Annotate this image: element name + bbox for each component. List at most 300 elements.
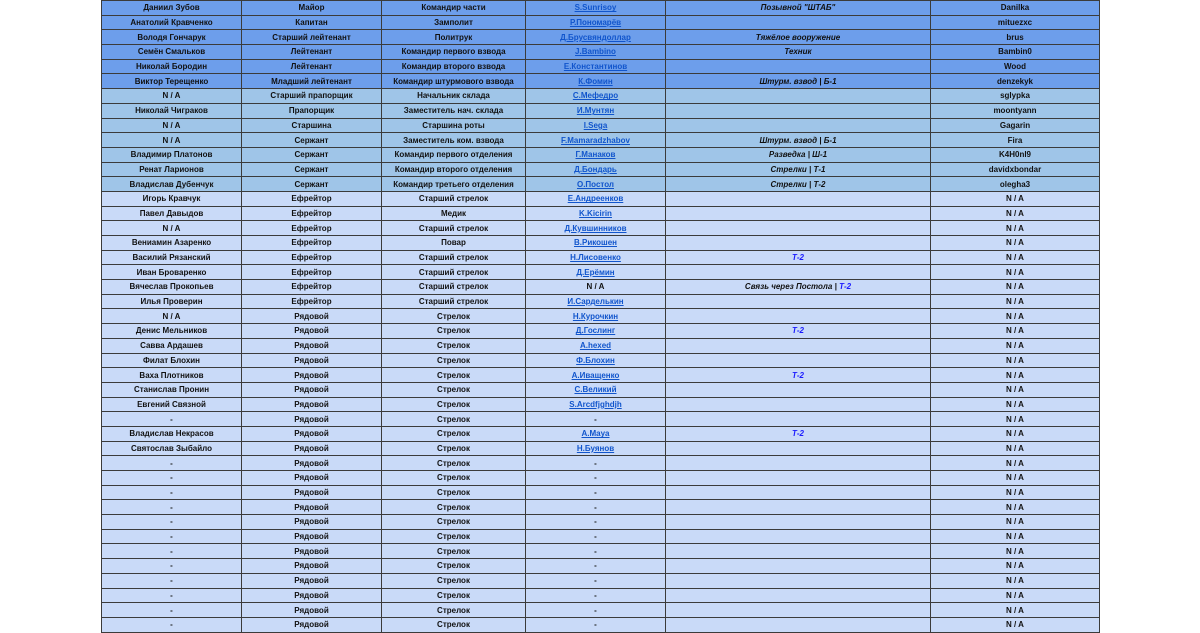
position-cell — [382, 265, 526, 280]
position-cell-text: Стрелок — [437, 488, 470, 498]
nickname-cell — [931, 162, 1100, 177]
rank-cell — [242, 15, 382, 30]
table-row — [102, 515, 1100, 530]
table-row — [102, 89, 1100, 104]
rank-cell — [242, 353, 382, 368]
name-cell — [102, 485, 242, 500]
nickname-cell-text: N / A — [1006, 502, 1024, 512]
nickname-cell — [931, 59, 1100, 74]
table-row — [102, 74, 1100, 89]
nickname-cell — [931, 89, 1100, 104]
nickname-cell-text: N / A — [1006, 238, 1024, 248]
position-cell-text: Старший стрелок — [418, 253, 489, 263]
position-cell — [382, 45, 526, 60]
note-cell — [666, 177, 931, 192]
position-cell-text: Стрелок — [437, 590, 470, 600]
rank-cell — [242, 544, 382, 559]
rank-cell-text: Рядовой — [294, 326, 329, 336]
nickname-cell — [931, 412, 1100, 427]
table-row — [102, 103, 1100, 118]
nickname-cell-text: N / A — [1006, 208, 1024, 218]
position-cell-text: Стрелок — [437, 517, 470, 527]
contact-cell-text[interactable]: Д.Гослинг — [575, 326, 616, 336]
contact-cell-text[interactable]: Ф.Блохин — [576, 355, 615, 365]
rank-cell-text: Рядовой — [294, 443, 329, 453]
squad-tag: Т-2 — [792, 326, 804, 336]
nickname-cell — [931, 588, 1100, 603]
name-cell — [102, 544, 242, 559]
contact-cell-text[interactable]: F.Mamaradzhabov — [561, 135, 630, 145]
rank-cell — [242, 59, 382, 74]
name-cell — [102, 353, 242, 368]
name-cell-text: Иван Броваренко — [136, 267, 207, 277]
rank-cell-text: Рядовой — [294, 576, 329, 586]
contact-cell-text[interactable]: A.hexed — [579, 341, 612, 351]
name-cell — [102, 59, 242, 74]
contact-cell-text[interactable]: О.Постол — [576, 179, 614, 189]
rank-cell-text: Капитан — [295, 18, 328, 28]
nickname-cell — [931, 265, 1100, 280]
name-cell — [102, 529, 242, 544]
table-row — [102, 485, 1100, 500]
position-cell-text: Старший стрелок — [418, 297, 489, 307]
contact-cell-text[interactable]: I.Sega — [583, 120, 608, 130]
rank-cell-text: Сержант — [294, 150, 329, 160]
name-cell-text: N / A — [162, 223, 181, 233]
rank-cell — [242, 162, 382, 177]
contact-cell-text[interactable]: Д.Ерёмин — [576, 267, 615, 277]
nickname-cell-text: N / A — [1006, 605, 1024, 615]
position-cell-text: Старший стрелок — [418, 282, 489, 292]
name-cell — [102, 147, 242, 162]
position-cell-text: Стрелок — [437, 561, 470, 571]
note-cell — [666, 412, 931, 427]
rank-cell — [242, 147, 382, 162]
contact-cell — [526, 309, 666, 324]
contact-cell-text[interactable]: Н.Курочкин — [572, 311, 619, 321]
contact-cell-text[interactable]: И.Мунтян — [576, 106, 615, 116]
contact-cell — [526, 191, 666, 206]
name-cell — [102, 441, 242, 456]
rank-cell — [242, 412, 382, 427]
table-row — [102, 236, 1100, 251]
contact-cell-text[interactable]: K.Kicirin — [579, 208, 612, 218]
note-cell — [666, 162, 931, 177]
nickname-cell — [931, 177, 1100, 192]
position-cell-text: Стрелок — [437, 620, 470, 630]
position-cell — [382, 162, 526, 177]
note-cell — [666, 74, 931, 89]
position-cell-text: Стрелок — [437, 370, 470, 380]
nickname-cell-text: Gagarin — [999, 120, 1031, 130]
name-cell-text: Филат Блохин — [142, 355, 201, 365]
name-cell — [102, 162, 242, 177]
note-cell — [666, 89, 931, 104]
contact-cell-text[interactable]: S.Sunrisoy — [574, 3, 617, 13]
table-row — [102, 30, 1100, 45]
nickname-cell-text: N / A — [1006, 620, 1024, 630]
rank-cell-text: Рядовой — [294, 546, 329, 556]
rank-cell — [242, 89, 382, 104]
contact-cell-text: - — [594, 488, 597, 498]
name-cell-text: - — [170, 488, 173, 498]
name-cell — [102, 426, 242, 441]
nickname-cell — [931, 559, 1100, 574]
contact-cell — [526, 441, 666, 456]
contact-cell-text[interactable]: С.Мефедро — [572, 91, 619, 101]
note-cell — [666, 426, 931, 441]
contact-cell-text[interactable]: Е.Константинов — [563, 62, 628, 72]
note-cell — [666, 236, 931, 251]
name-cell — [102, 30, 242, 45]
nickname-cell-text: davidxbondar — [988, 164, 1042, 174]
name-cell — [102, 89, 242, 104]
name-cell-text: - — [170, 532, 173, 542]
name-cell — [102, 515, 242, 530]
position-cell — [382, 412, 526, 427]
name-cell-text: Владислав Некрасов — [129, 429, 214, 439]
position-cell-text: Стрелок — [437, 355, 470, 365]
rank-cell — [242, 280, 382, 295]
note-cell — [666, 133, 931, 148]
contact-cell-text: - — [594, 532, 597, 542]
table-row — [102, 15, 1100, 30]
position-cell-text: Стрелок — [437, 326, 470, 336]
nickname-cell-text: N / A — [1006, 267, 1024, 277]
rank-cell — [242, 573, 382, 588]
position-cell-text: Стрелок — [437, 546, 470, 556]
position-cell — [382, 368, 526, 383]
note-cell — [666, 265, 931, 280]
nickname-cell-text: N / A — [1006, 297, 1024, 307]
name-cell-text: Николай Бородин — [135, 62, 208, 72]
position-cell-text: Командир первого отделения — [394, 150, 513, 160]
table-row — [102, 206, 1100, 221]
contact-cell-text[interactable]: Н.Лисовенко — [570, 253, 621, 263]
rank-cell — [242, 471, 382, 486]
contact-cell-text[interactable]: Д.Брусвяндоллар — [560, 32, 631, 42]
name-cell-text: - — [170, 502, 173, 512]
rank-cell — [242, 500, 382, 515]
nickname-cell-text: N / A — [1006, 341, 1024, 351]
position-cell-text: Стрелок — [437, 414, 470, 424]
note-cell — [666, 559, 931, 574]
contact-cell — [526, 368, 666, 383]
table-row — [102, 456, 1100, 471]
rank-cell — [242, 133, 382, 148]
nickname-cell-text: N / A — [1006, 443, 1024, 453]
contact-cell — [526, 382, 666, 397]
contact-cell-text[interactable]: Н.Буянов — [576, 443, 615, 453]
name-cell-text: - — [170, 414, 173, 424]
nickname-cell — [931, 426, 1100, 441]
rank-cell-text: Рядовой — [294, 488, 329, 498]
contact-cell-text: - — [594, 576, 597, 586]
name-cell — [102, 221, 242, 236]
nickname-cell-text: N / A — [1006, 282, 1024, 292]
position-cell-text: Командир третьего отделения — [393, 179, 514, 189]
rank-cell-text: Рядовой — [294, 517, 329, 527]
rank-cell-text: Ефрейтор — [291, 238, 332, 248]
name-cell-text: Святослав Зыбайло — [131, 443, 212, 453]
table-row — [102, 471, 1100, 486]
name-cell-text: Илья Проверин — [140, 297, 203, 307]
name-cell-text: Станислав Пронин — [133, 385, 210, 395]
name-cell-text: Савва Ардашев — [140, 341, 203, 351]
position-cell — [382, 603, 526, 618]
nickname-cell — [931, 118, 1100, 133]
position-cell — [382, 280, 526, 295]
name-cell — [102, 368, 242, 383]
name-cell-text: Евгений Связной — [137, 399, 206, 409]
rank-cell — [242, 426, 382, 441]
position-cell — [382, 559, 526, 574]
note-text: Тяжёлое вооружение — [755, 32, 841, 42]
name-cell — [102, 191, 242, 206]
contact-cell — [526, 294, 666, 309]
nickname-cell-text: N / A — [1006, 194, 1024, 204]
position-cell-text: Заместитель ком. взвода — [403, 135, 504, 145]
nickname-cell-text: Wood — [1003, 62, 1027, 72]
rank-cell-text: Лейтенант — [290, 62, 333, 72]
nickname-cell-text: N / A — [1006, 399, 1024, 409]
nickname-cell — [931, 500, 1100, 515]
contact-cell — [526, 206, 666, 221]
contact-cell — [526, 147, 666, 162]
position-cell-text: Стрелок — [437, 311, 470, 321]
position-cell — [382, 544, 526, 559]
rank-cell-text: Сержант — [294, 179, 329, 189]
contact-cell-text[interactable]: А.Иващенко — [571, 370, 620, 380]
contact-cell — [526, 397, 666, 412]
contact-cell-text: - — [594, 561, 597, 571]
contact-cell-text[interactable]: Д.Кувшинников — [564, 223, 627, 233]
position-cell — [382, 15, 526, 30]
position-cell-text: Замполит — [434, 18, 473, 28]
name-cell-text: - — [170, 473, 173, 483]
contact-cell — [526, 177, 666, 192]
name-cell — [102, 324, 242, 339]
nickname-cell — [931, 294, 1100, 309]
note-cell — [666, 221, 931, 236]
contact-cell-text[interactable]: В.Рикошен — [574, 238, 617, 248]
table-row — [102, 147, 1100, 162]
table-row — [102, 426, 1100, 441]
table-row — [102, 265, 1100, 280]
name-cell-text: - — [170, 576, 173, 586]
nickname-cell — [931, 573, 1100, 588]
contact-cell-text: - — [594, 620, 597, 630]
name-cell — [102, 412, 242, 427]
contact-cell — [526, 280, 666, 295]
nickname-cell — [931, 324, 1100, 339]
table-row — [102, 250, 1100, 265]
rank-cell-text: Ефрейтор — [291, 267, 332, 277]
name-cell — [102, 118, 242, 133]
contact-cell-text[interactable]: Г.Манаков — [575, 150, 616, 160]
note-cell — [666, 103, 931, 118]
nickname-cell — [931, 544, 1100, 559]
contact-cell-text[interactable]: S.Arcdfjghdjh — [569, 399, 622, 409]
contact-cell-text[interactable]: Е.Андреенков — [567, 194, 624, 204]
position-cell — [382, 573, 526, 588]
position-cell-text: Стрелок — [437, 473, 470, 483]
name-cell — [102, 265, 242, 280]
nickname-cell — [931, 309, 1100, 324]
position-cell — [382, 1, 526, 16]
nickname-cell — [931, 74, 1100, 89]
position-cell — [382, 221, 526, 236]
rank-cell-text: Старший лейтенант — [272, 32, 351, 42]
rank-cell-text: Младший лейтенант — [271, 76, 352, 86]
position-cell-text: Старший стрелок — [418, 194, 489, 204]
rank-cell-text: Лейтенант — [290, 47, 333, 57]
position-cell — [382, 485, 526, 500]
note-text: Разведка | Ш-1 — [768, 150, 828, 160]
table-row — [102, 412, 1100, 427]
nickname-cell — [931, 368, 1100, 383]
position-cell-text: Стрелок — [437, 458, 470, 468]
rank-cell — [242, 588, 382, 603]
position-cell-text: Командир второго отделения — [394, 164, 513, 174]
table-row — [102, 573, 1100, 588]
position-cell — [382, 118, 526, 133]
name-cell-text: Володя Гончарук — [137, 32, 206, 42]
contact-cell-text: - — [594, 590, 597, 600]
nickname-cell — [931, 1, 1100, 16]
position-cell — [382, 30, 526, 45]
contact-cell — [526, 338, 666, 353]
name-cell — [102, 1, 242, 16]
contact-cell — [526, 45, 666, 60]
note-cell — [666, 206, 931, 221]
position-cell — [382, 294, 526, 309]
rank-cell — [242, 368, 382, 383]
contact-cell — [526, 30, 666, 45]
nickname-cell-text: N / A — [1006, 326, 1024, 336]
rank-cell-text: Рядовой — [294, 385, 329, 395]
table-row — [102, 353, 1100, 368]
nickname-cell-text: N / A — [1006, 576, 1024, 586]
rank-cell-text: Рядовой — [294, 311, 329, 321]
name-cell-text: Семён Смальков — [137, 47, 206, 57]
name-cell-text: N / A — [162, 135, 181, 145]
rank-cell-text: Ефрейтор — [291, 282, 332, 292]
position-cell — [382, 309, 526, 324]
rank-cell — [242, 603, 382, 618]
position-cell — [382, 236, 526, 251]
contact-cell — [526, 456, 666, 471]
name-cell-text: Владимир Платонов — [130, 150, 213, 160]
position-cell-text: Стрелок — [437, 502, 470, 512]
position-cell — [382, 515, 526, 530]
position-cell — [382, 74, 526, 89]
roster-table — [101, 0, 1100, 633]
position-cell — [382, 206, 526, 221]
nickname-cell — [931, 441, 1100, 456]
rank-cell-text: Рядовой — [294, 355, 329, 365]
table-row — [102, 191, 1100, 206]
contact-cell — [526, 221, 666, 236]
note-cell — [666, 45, 931, 60]
contact-cell-text[interactable]: И.Сарделькин — [567, 297, 624, 307]
contact-cell-text[interactable]: Д.Бондарь — [574, 164, 617, 174]
contact-cell-text[interactable]: К.Фомин — [578, 76, 613, 86]
rank-cell — [242, 45, 382, 60]
rank-cell-text: Рядовой — [294, 370, 329, 380]
contact-cell-text: - — [594, 473, 597, 483]
note-cell — [666, 382, 931, 397]
contact-cell-text[interactable]: A.Maya — [581, 429, 610, 439]
rank-cell — [242, 324, 382, 339]
table-row — [102, 441, 1100, 456]
nickname-cell-text: Fira — [1007, 135, 1023, 145]
position-cell-text: Стрелок — [437, 443, 470, 453]
nickname-cell — [931, 236, 1100, 251]
name-cell — [102, 206, 242, 221]
table-row — [102, 162, 1100, 177]
squad-tag: Т-2 — [792, 429, 804, 439]
position-cell-text: Политрук — [434, 32, 473, 42]
nickname-cell — [931, 250, 1100, 265]
note-cell — [666, 588, 931, 603]
position-cell — [382, 471, 526, 486]
rank-cell — [242, 397, 382, 412]
table-row — [102, 559, 1100, 574]
rank-cell — [242, 382, 382, 397]
rank-cell — [242, 221, 382, 236]
contact-cell-text[interactable]: Р.Пономарёв — [569, 18, 622, 28]
nickname-cell-text: brus — [1006, 32, 1024, 42]
contact-cell-text[interactable]: С.Великий — [574, 385, 617, 395]
name-cell-text: - — [170, 546, 173, 556]
rank-cell — [242, 441, 382, 456]
position-cell-text: Повар — [441, 238, 466, 248]
nickname-cell — [931, 397, 1100, 412]
table-row — [102, 133, 1100, 148]
name-cell — [102, 471, 242, 486]
contact-cell — [526, 603, 666, 618]
note-cell — [666, 397, 931, 412]
position-cell — [382, 103, 526, 118]
nickname-cell-text: K4H0nl9 — [998, 150, 1031, 160]
note-cell — [666, 529, 931, 544]
name-cell-text: N / A — [162, 311, 181, 321]
nickname-cell — [931, 30, 1100, 45]
position-cell — [382, 59, 526, 74]
nickname-cell — [931, 45, 1100, 60]
note-cell — [666, 250, 931, 265]
table-row — [102, 118, 1100, 133]
nickname-cell — [931, 191, 1100, 206]
note-cell — [666, 280, 931, 295]
contact-cell — [526, 15, 666, 30]
name-cell — [102, 45, 242, 60]
table-row — [102, 382, 1100, 397]
name-cell-text: Николай Чиграков — [135, 106, 208, 116]
rank-cell — [242, 250, 382, 265]
rank-cell — [242, 206, 382, 221]
position-cell-text: Стрелок — [437, 532, 470, 542]
rank-cell-text: Рядовой — [294, 605, 329, 615]
name-cell-text: Вячеслав Прокопьев — [129, 282, 214, 292]
name-cell — [102, 603, 242, 618]
rank-cell — [242, 529, 382, 544]
name-cell-text: Денис Мельников — [135, 326, 208, 336]
contact-cell-text[interactable]: J.Bambino — [575, 47, 616, 57]
position-cell-text: Заместитель нач. склада — [403, 106, 504, 116]
rank-cell-text: Рядовой — [294, 458, 329, 468]
